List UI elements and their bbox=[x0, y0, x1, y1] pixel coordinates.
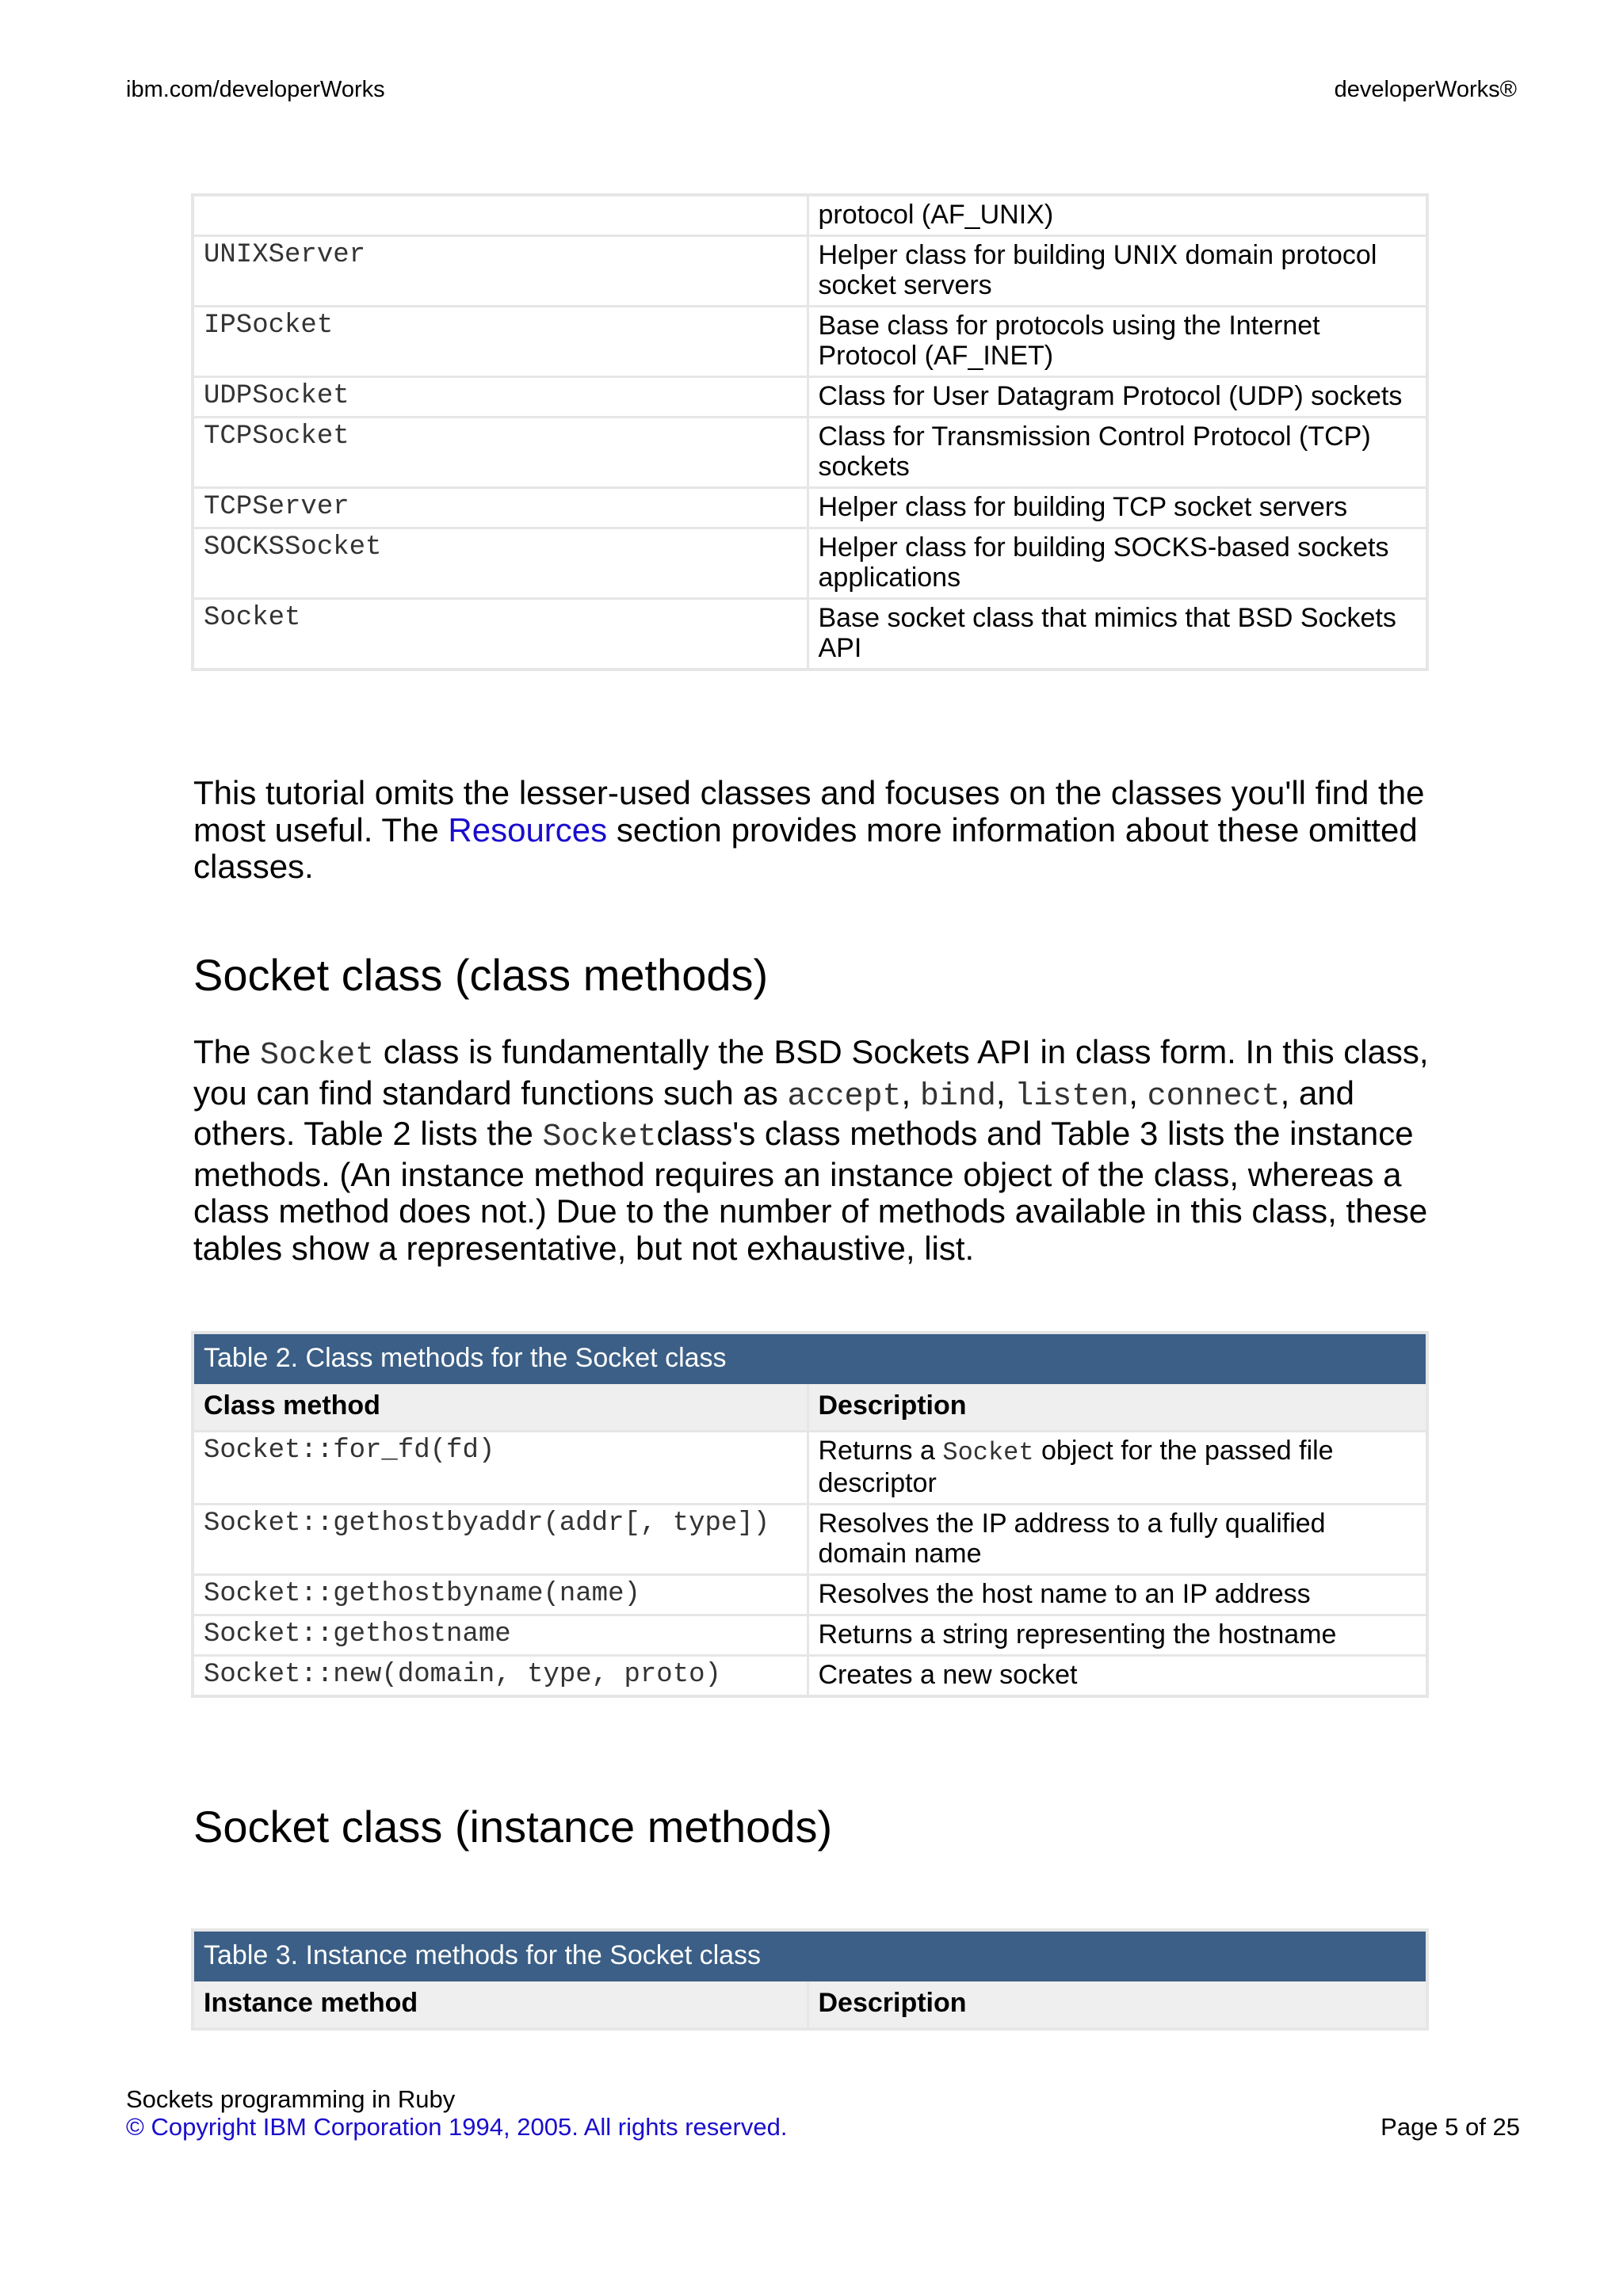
omitted-classes-paragraph bbox=[193, 775, 1445, 886]
class-name-cell: Socket bbox=[193, 599, 808, 670]
table-row bbox=[193, 236, 1427, 307]
para-text: class's class methods and Table 3 lists the instance methods. (An instance method requires an instance object of the class, whereas a class method does not.) Due to the number of methods available in this class, these tables show a representative, but not exhaustive, list. bbox=[193, 1115, 1428, 1267]
inline-code: bind bbox=[919, 1078, 996, 1115]
table-row bbox=[193, 488, 1427, 528]
inline-code: connect bbox=[1147, 1078, 1281, 1115]
class-desc-cell: Base class for protocols using the Internet Protocol (AF_INET) bbox=[808, 307, 1427, 377]
table-row bbox=[193, 1432, 1427, 1505]
para-text: , bbox=[995, 1074, 1015, 1112]
table-header-row bbox=[193, 1981, 1427, 2030]
table-row bbox=[193, 195, 1427, 236]
method-desc-cell: Returns a string representing the hostname bbox=[808, 1615, 1427, 1656]
resources-link[interactable]: Resources bbox=[448, 810, 608, 849]
table-row bbox=[193, 377, 1427, 418]
header-brand: developerWorks® bbox=[1334, 77, 1517, 102]
inline-code: Socket bbox=[942, 1438, 1034, 1467]
footer-copyright-link[interactable]: © Copyright IBM Corporation 1994, 2005. All rights reserved. bbox=[126, 2113, 788, 2141]
table-header-row bbox=[193, 1383, 1427, 1432]
inline-code: listen bbox=[1014, 1078, 1129, 1115]
header-site-link[interactable]: ibm.com/developerWorks bbox=[126, 77, 385, 102]
footer-doc-title: Sockets programming in Ruby bbox=[126, 2085, 456, 2113]
class-desc-cell: Class for Transmission Control Protocol (TCP) sockets bbox=[808, 418, 1427, 488]
desc-text: Returns a bbox=[818, 1436, 943, 1466]
table-row bbox=[193, 1575, 1427, 1615]
table-row bbox=[193, 599, 1427, 670]
table-row bbox=[193, 418, 1427, 488]
inline-code: Socket bbox=[542, 1119, 657, 1155]
class-name-cell bbox=[193, 195, 808, 236]
class-desc-cell: Helper class for building SOCKS-based sockets applications bbox=[808, 528, 1427, 599]
table-caption: Table 3. Instance methods for the Socket class bbox=[193, 1930, 1427, 1981]
para-text: This tutorial omits the lesser-used classes and focuses on the classes you'll find the most useful. The bbox=[193, 774, 1425, 849]
method-desc-cell: Resolves the IP address to a fully qualified domain name bbox=[808, 1505, 1427, 1575]
class-name-cell: SOCKSSocket bbox=[193, 528, 808, 599]
class-name-cell: UNIXServer bbox=[193, 236, 808, 307]
method-name-cell: Socket::gethostbyaddr(addr[, type]) bbox=[193, 1505, 808, 1575]
method-name-cell: Socket::for_fd(fd) bbox=[193, 1432, 808, 1505]
class-desc-cell: protocol (AF_UNIX) bbox=[808, 195, 1427, 236]
column-header-description: Description bbox=[808, 1981, 1427, 2030]
column-header-instance-method: Instance method bbox=[193, 1981, 808, 2030]
method-name-cell: Socket::gethostname bbox=[193, 1615, 808, 1656]
para-text: , bbox=[901, 1074, 920, 1112]
para-text: The bbox=[193, 1033, 261, 1070]
method-desc-cell bbox=[808, 1432, 1427, 1505]
column-header-description: Description bbox=[808, 1383, 1427, 1432]
inline-code: Socket bbox=[260, 1038, 375, 1074]
table-caption-row bbox=[193, 1930, 1427, 1981]
table-caption: Table 2. Class methods for the Socket class bbox=[193, 1333, 1427, 1383]
section-heading-instance-methods: Socket class (instance methods) bbox=[193, 1802, 833, 1852]
table-caption-row bbox=[193, 1333, 1427, 1383]
method-name-cell: Socket::new(domain, type, proto) bbox=[193, 1656, 808, 1697]
class-name-cell: TCPServer bbox=[193, 488, 808, 528]
method-desc-cell: Resolves the host name to an IP address bbox=[808, 1575, 1427, 1615]
class-name-cell: IPSocket bbox=[193, 307, 808, 377]
method-desc-cell: Creates a new socket bbox=[808, 1656, 1427, 1697]
desc-text: object for the passed file descriptor bbox=[818, 1436, 1334, 1498]
footer-page-number: Page 5 of 25 bbox=[1381, 2113, 1520, 2141]
para-text: section provides more information about these omitted classes. bbox=[193, 810, 1418, 885]
inline-code: accept bbox=[787, 1078, 902, 1115]
class-desc-cell: Helper class for building TCP socket servers bbox=[808, 488, 1427, 528]
method-name-cell: Socket::gethostbyname(name) bbox=[193, 1575, 808, 1615]
table-row bbox=[193, 307, 1427, 377]
socket-classes-table-continued bbox=[191, 193, 1429, 671]
class-name-cell: TCPSocket bbox=[193, 418, 808, 488]
para-text: , bbox=[1128, 1074, 1148, 1112]
socket-class-paragraph bbox=[193, 1034, 1445, 1267]
table-row bbox=[193, 1615, 1427, 1656]
table-row bbox=[193, 1656, 1427, 1697]
class-desc-cell: Helper class for building UNIX domain protocol socket servers bbox=[808, 236, 1427, 307]
table-row bbox=[193, 528, 1427, 599]
para-text: , and others. Table 2 lists the bbox=[193, 1074, 1355, 1152]
instance-methods-table bbox=[191, 1928, 1429, 2031]
class-methods-table bbox=[191, 1331, 1429, 1698]
section-heading-class-methods: Socket class (class methods) bbox=[193, 950, 769, 1000]
table-row bbox=[193, 1505, 1427, 1575]
class-name-cell: UDPSocket bbox=[193, 377, 808, 418]
para-text: class is fundamentally the BSD Sockets API in class form. In this class, you can find standard functions such as bbox=[193, 1033, 1429, 1112]
class-desc-cell: Base socket class that mimics that BSD Sockets API bbox=[808, 599, 1427, 670]
column-header-class-method: Class method bbox=[193, 1383, 808, 1432]
class-desc-cell: Class for User Datagram Protocol (UDP) sockets bbox=[808, 377, 1427, 418]
